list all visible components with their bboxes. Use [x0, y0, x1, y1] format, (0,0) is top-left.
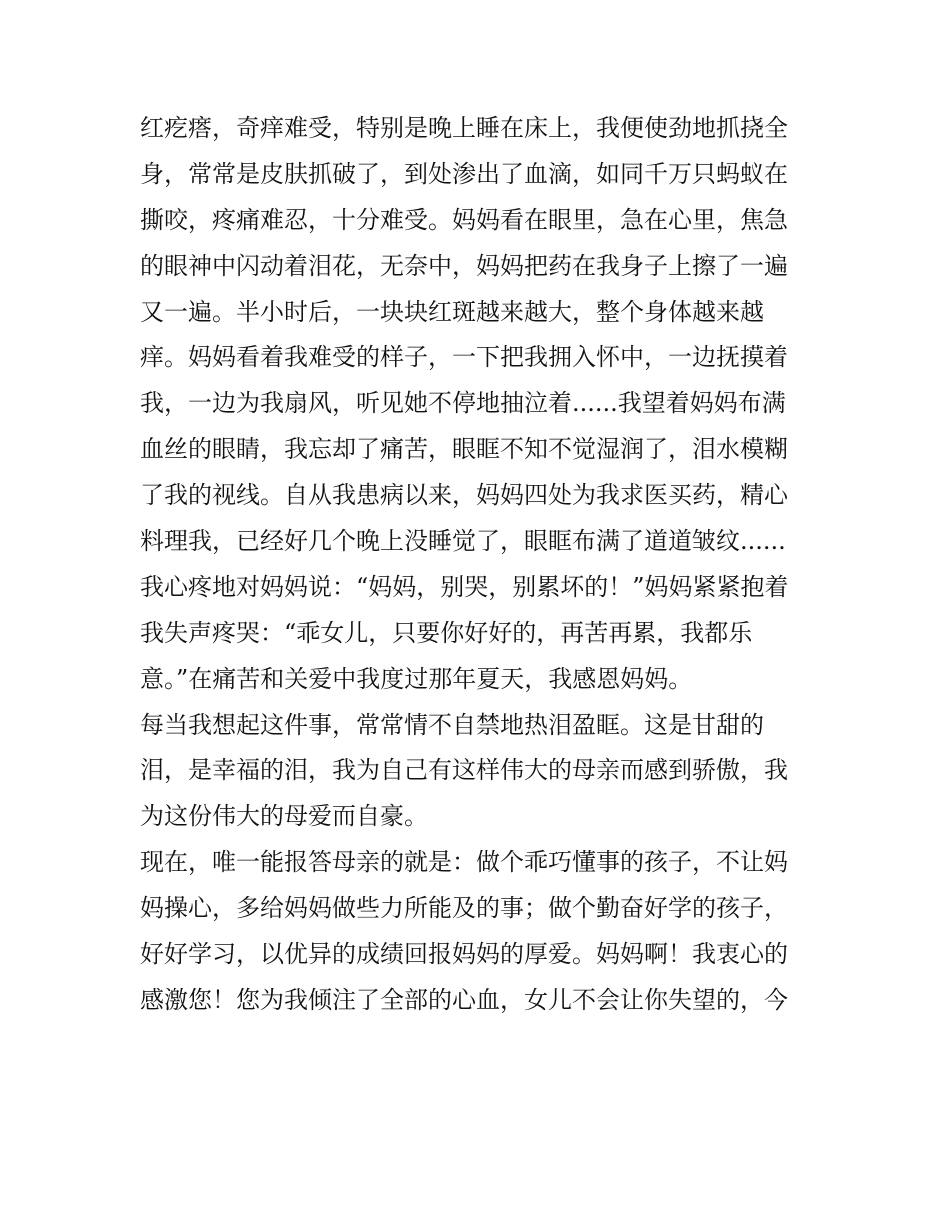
text-line: 撕咬，疼痛难忍，十分难受。妈妈看在眼里，急在心里，焦急: [140, 205, 788, 234]
text-line: 痒。妈妈看着我难受的样子，一下把我拥入怀中，一边抚摸着: [140, 343, 788, 372]
text-line: 身，常常是皮肤抓破了，到处渗出了血滴，如同千万只蚂蚁在: [140, 159, 788, 188]
text-line: 为这份伟大的母爱而自豪。: [140, 802, 428, 831]
text-line: 我，一边为我扇风，听见她不停地抽泣着......我望着妈妈布满: [140, 389, 786, 418]
text-line: 料理我，已经好几个晚上没睡觉了，眼眶布满了道道皱纹......: [140, 527, 786, 556]
text-line: 意。”在痛苦和关爱中我度过那年夏天，我感恩妈妈。: [140, 664, 693, 693]
text-line: 妈操心，多给妈妈做些力所能及的事；做个勤奋好学的孩子，: [140, 894, 788, 923]
text-line: 每当我想起这件事，常常情不自禁地热泪盈眶。这是甘甜的: [140, 710, 764, 739]
text-line: 现在，唯一能报答母亲的就是：做个乖巧懂事的孩子，不让妈: [140, 848, 788, 877]
text-line: 血丝的眼睛，我忘却了痛苦，眼眶不知不觉湿润了，泪水模糊: [140, 435, 788, 464]
text-line: 我失声疼哭：“乖女儿，只要你好好的，再苦再累，我都乐: [140, 618, 753, 647]
text-line: 的眼神中闪动着泪花，无奈中，妈妈把药在我身子上擦了一遍: [140, 251, 788, 280]
text-line: 又一遍。半小时后，一块块红斑越来越大，整个身体越来越: [140, 297, 764, 326]
text-line: 了我的视线。自从我患病以来，妈妈四处为我求医买药，精心: [140, 481, 788, 510]
essay-text: [140, 106, 830, 1024]
text-line: 泪，是幸福的泪，我为自己有这样伟大的母亲而感到骄傲，我: [140, 756, 788, 785]
text-line: 感激您！您为我倾注了全部的心血，女儿不会让你失望的，今: [140, 985, 788, 1014]
text-line: 好好学习，以优异的成绩回报妈妈的厚爱。妈妈啊！我衷心的: [140, 940, 788, 969]
text-line: 红疙瘩，奇痒难受，特别是晚上睡在床上，我便使劲地抓挠全: [140, 114, 788, 142]
text-line: 我心疼地对妈妈说：“妈妈，别哭，别累坏的！”妈妈紧紧抱着: [140, 572, 789, 601]
